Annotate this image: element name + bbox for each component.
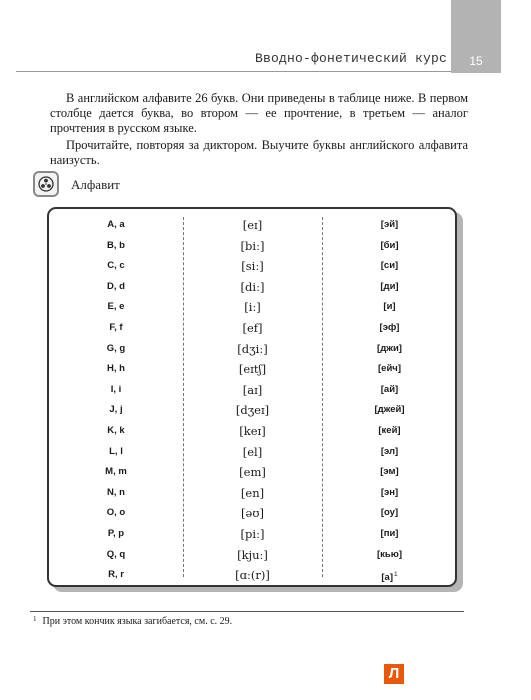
table-row: [49, 297, 455, 318]
letter-cell: Q, q: [106, 548, 126, 560]
russian-analog-cell: [322, 565, 457, 586]
footnote-rule: [30, 611, 464, 612]
transcription-cell: [eɪtʃ]: [238, 362, 267, 377]
transcription-cell: [el]: [242, 444, 263, 459]
footnote-reference: 1: [394, 571, 398, 579]
letter-cell: O, o: [106, 507, 126, 519]
footnote: [33, 615, 232, 627]
russian-analog-text: [ди]: [380, 280, 399, 292]
transcription-cell: [dʒeɪ]: [235, 403, 270, 418]
russian-analog-cell: [322, 503, 457, 524]
table-row: [49, 503, 455, 524]
russian-analog-cell: [322, 545, 457, 566]
letter-cell: N, n: [107, 486, 125, 498]
russian-analog-text: [и]: [383, 301, 396, 313]
letter-cell: D, d: [107, 280, 125, 292]
russian-analog-text: [ай]: [380, 383, 399, 395]
letter-cell: H, h: [107, 363, 125, 375]
russian-analog-text: [эн]: [380, 486, 399, 498]
russian-analog-cell: [322, 339, 457, 360]
intro-paragraph: В английском алфавите 26 букв. Они приведены в таблице ниже. В первом столбце дается буква, во втором — ее прочтение, в третьем — аналог прочтения в русском языке.: [50, 91, 468, 135]
transcription-cell: [kjuː]: [237, 547, 268, 562]
table-row: [49, 462, 455, 483]
russian-analog-text: [а]: [381, 572, 393, 584]
letter-cell: M, m: [105, 466, 127, 478]
letter-cell: J, j: [109, 404, 123, 416]
russian-analog-text: [ейч]: [378, 363, 401, 375]
table-row: [49, 318, 455, 339]
russian-analog-cell: [322, 318, 457, 339]
letter-cell: C, c: [107, 260, 125, 272]
transcription-cell: [ɑː(r)]: [235, 568, 270, 583]
russian-analog-cell: [322, 215, 457, 236]
section-title: Алфавит: [71, 177, 120, 192]
russian-analog-cell: [322, 359, 457, 380]
russian-analog-text: [пи]: [380, 528, 399, 539]
table-row: [49, 380, 455, 401]
russian-analog-text: [джей]: [374, 404, 405, 416]
russian-analog-text: [кью]: [376, 548, 403, 560]
footnote-text: При этом кончик языка загибается, см. с. 29.: [42, 616, 233, 627]
alphabet-table: [47, 207, 457, 587]
table-row: [49, 442, 455, 463]
russian-analog-cell: [322, 380, 457, 401]
table-row: [49, 277, 455, 298]
instruction-paragraph: Прочитайте, повторяя за диктором. Выучите буквы английского алфавита наизусть.: [50, 138, 468, 167]
footnote-mark: 1: [33, 615, 37, 623]
transcription-cell: [ef]: [242, 321, 263, 335]
table-row: [49, 359, 455, 380]
publisher-logo-icon: Л: [384, 664, 404, 684]
russian-analog-text: [би]: [380, 239, 399, 251]
table-row: [49, 545, 455, 566]
transcription-cell: [piː]: [240, 527, 265, 541]
table-row: [49, 524, 455, 545]
transcription-cell: [em]: [239, 465, 266, 480]
letter-cell: A, a: [107, 219, 125, 230]
table-row: [49, 339, 455, 360]
letter-cell: I, i: [110, 383, 122, 395]
table-row: [49, 483, 455, 504]
russian-analog-cell: [322, 524, 457, 545]
header-title: Вводно-фонетический курс: [254, 51, 447, 66]
transcription-cell: [iː]: [244, 300, 261, 315]
letter-cell: E, e: [107, 301, 125, 313]
russian-analog-text: [си]: [380, 260, 399, 272]
table-row: [49, 256, 455, 277]
transcription-cell: [keɪ]: [239, 424, 266, 438]
transcription-cell: [siː]: [241, 259, 264, 274]
letter-cell: L, l: [109, 445, 123, 457]
russian-analog-cell: [322, 442, 457, 463]
russian-analog-text: [эй]: [380, 219, 399, 230]
russian-analog-cell: [322, 236, 457, 257]
transcription-cell: [eɪ]: [242, 218, 263, 232]
russian-analog-text: [эф]: [379, 322, 400, 333]
russian-analog-cell: [322, 256, 457, 277]
table-row: [49, 236, 455, 257]
table-row: [49, 565, 455, 586]
transcription-cell: [dʒiː]: [237, 341, 268, 356]
russian-analog-text: [эл]: [380, 445, 399, 457]
table-row: [49, 421, 455, 442]
transcription-cell: [diː]: [240, 279, 265, 294]
russian-analog-cell: [322, 421, 457, 442]
russian-analog-text: [оу]: [380, 507, 399, 519]
letter-cell: G, g: [106, 342, 126, 354]
russian-analog-text: [кей]: [378, 425, 401, 436]
letter-cell: B, b: [107, 239, 125, 251]
russian-analog-text: [джи]: [377, 342, 402, 354]
transcription-cell: [əʊ]: [241, 506, 264, 521]
letter-cell: F, f: [109, 322, 123, 333]
letter-cell: K, k: [107, 425, 125, 436]
russian-analog-cell: [322, 297, 457, 318]
letter-cell: R, r: [108, 569, 124, 581]
russian-analog-cell: [322, 400, 457, 421]
russian-analog-cell: [322, 483, 457, 504]
page-number: 15: [469, 54, 483, 68]
russian-analog-cell: [322, 462, 457, 483]
table-row: [49, 215, 455, 236]
transcription-cell: [biː]: [240, 238, 265, 253]
russian-analog-text: [эм]: [380, 466, 399, 478]
page-number-tab: [451, 0, 501, 73]
transcription-cell: [en]: [240, 485, 265, 500]
table-row: [49, 400, 455, 421]
transcription-cell: [aɪ]: [242, 382, 263, 397]
header-rule: [16, 71, 453, 72]
letter-cell: P, p: [107, 528, 125, 539]
russian-analog-cell: [322, 277, 457, 298]
audio-reel-icon[interactable]: [33, 171, 59, 197]
